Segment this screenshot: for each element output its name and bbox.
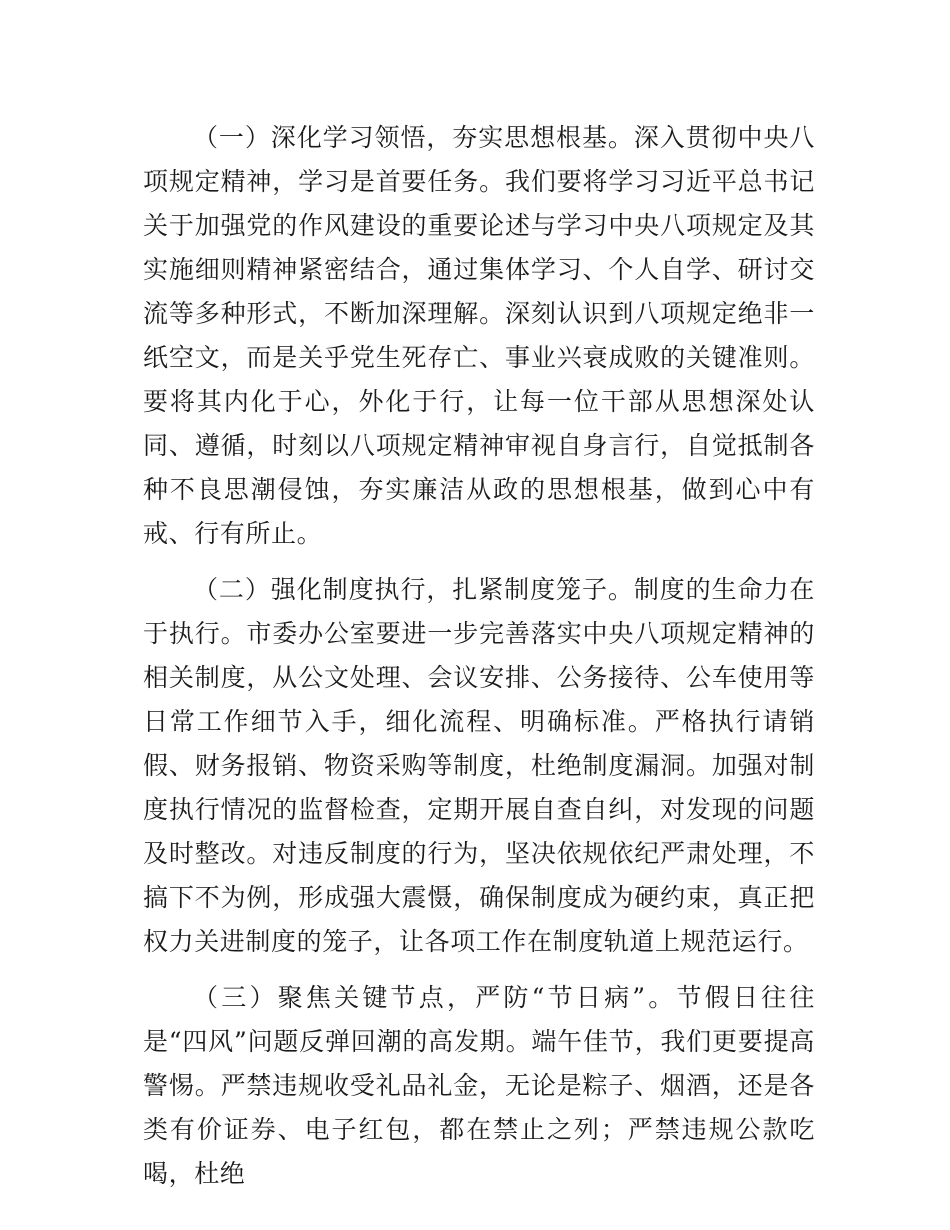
paragraph-1: （一）深化学习领悟，夯实思想根基。深入贯彻中央八项规定精神，学习是首要任务。我们要将学习习近平总书记关于加强党的作风建设的重要论述与学习中央八项规定及其实施细则精神紧密结合，通过集体学习、个人自学、研讨交流等多种形式，不断加深理解。深刻认识到八项规定绝非一纸空文，而是关乎党生死存亡、事业兴衰成败的关键准则。要将其内化于心，外化于行，让每一位干部从思想深处认同、遵循，时刻以八项规定精神审视自身言行，自觉抵制各种不良思潮侵蚀，夯实廉洁从政的思想根基，做到心中有戒、行有所止。: [143, 123, 815, 548]
document-body: [143, 116, 815, 1196]
paragraph-3: （三）聚焦关键节点，严防“节日病”。节假日往往是“四风”问题反弹回潮的高发期。端午佳节，我们更要提高警惕。严禁违规收受礼品礼金，无论是粽子、烟酒，还是各类有价证券、电子红包，都在禁止之列；严禁违规公款吃喝，杜绝: [143, 983, 815, 1188]
paragraph-2: （二）强化制度执行，扎紧制度笼子。制度的生命力在于执行。市委办公室要进一步完善落实中央八项规定精神的相关制度，从公文处理、会议安排、公务接待、公车使用等日常工作细节入手，细化流程、明确标准。严格执行请销假、财务报销、物资采购等制度，杜绝制度漏洞。加强对制度执行情况的监督检查，定期开展自查自纠，对发现的问题及时整改。对违反制度的行为，坚决依规依纪严肃处理，不搞下不为例，形成强大震慑，确保制度成为硬约束，真正把权力关进制度的笼子，让各项工作在制度轨道上规范运行。: [143, 575, 815, 956]
